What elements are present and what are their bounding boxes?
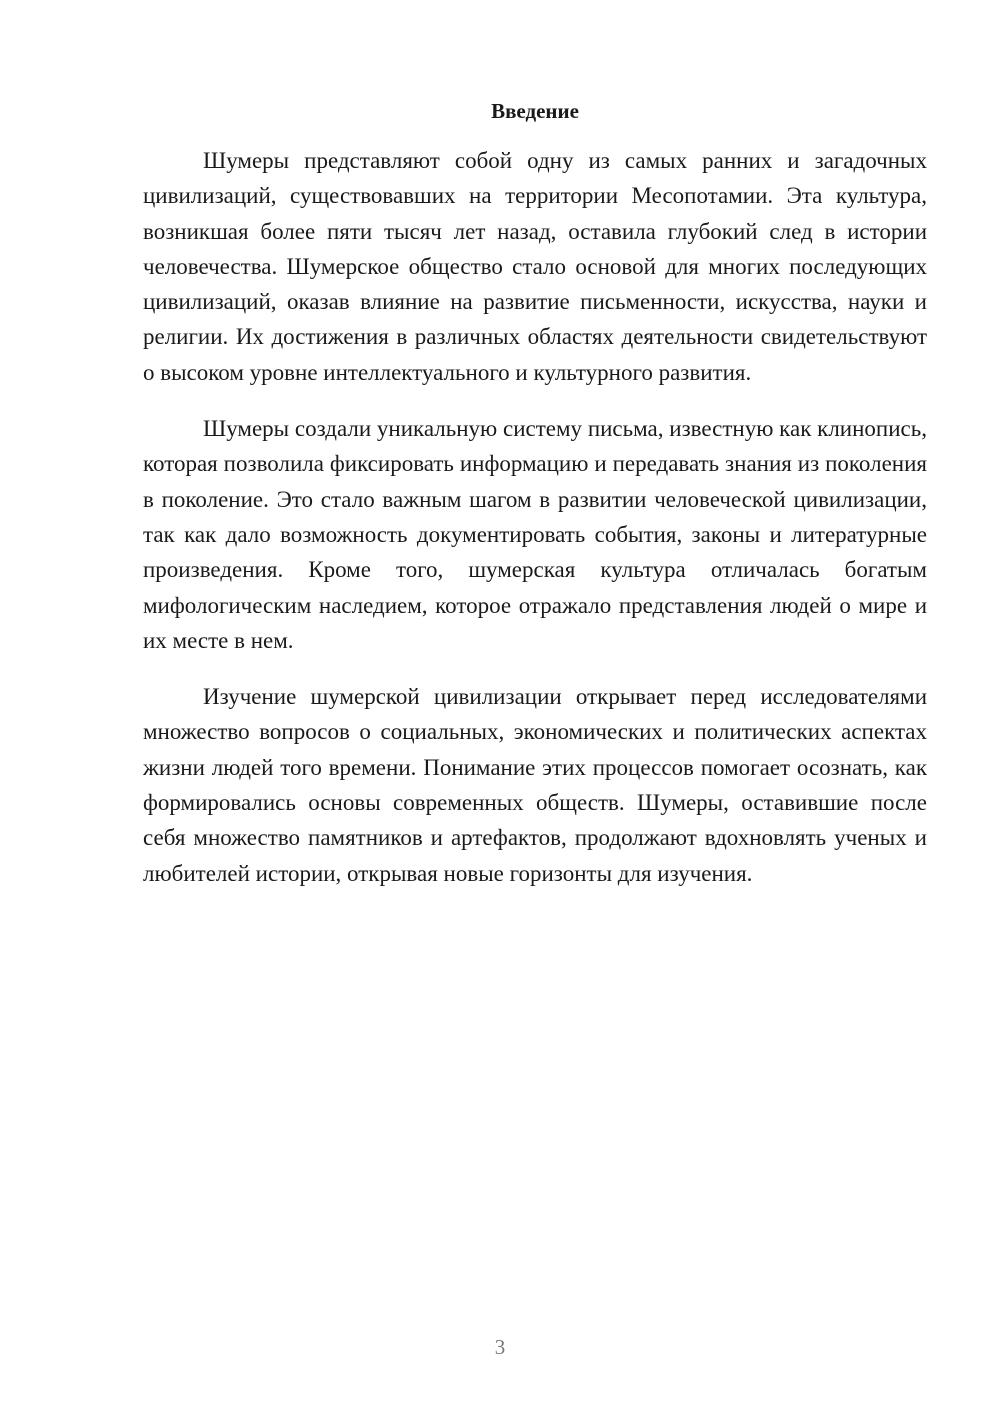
paragraph-3: Изучение шумерской цивилизации открывает перед исследователями множество вопросов о социальных, экономических и политических аспектах жизни людей того времени. Понимание этих процессов помогает осознать, как формировались основы современных обществ. Шумеры, оставившие после себя множество памятников и артефактов, продолжают вдохновлять ученых и любителей истории, открывая новые горизонты для изучения.	[143, 684, 927, 886]
paragraph-2: Шумеры создали уникальную систему письма, известную как клинопись, которая позволила фиксировать информацию и передавать знания из поколения в поколение. Это стало важным шагом в развитии человеческой цивилизации, так как дало возможность документировать события, законы и литературные произведения. Кроме того, шумерская культура отличалась богатым мифологическим наследием, которое отражало представления людей о мире и их месте в нем.	[143, 416, 927, 653]
paragraph-1: Шумеры представляют собой одну из самых ранних и загадочных цивилизаций, существовавших на территории Месопотамии. Эта культура, возникшая более пяти тысяч лет назад, оставила глубокий след в истории человечества. Шумерское общество стало основой для многих последующих цивилизаций, оказав влияние на развитие письменности, искусства, науки и религии. Их достижения в различных областях деятельности свидетельствуют о высоком уровне интеллектуального и культурного развития.	[143, 148, 927, 385]
page-number: 3	[494, 1335, 506, 1359]
body-text	[143, 143, 927, 912]
section-heading: Введение	[491, 99, 579, 123]
